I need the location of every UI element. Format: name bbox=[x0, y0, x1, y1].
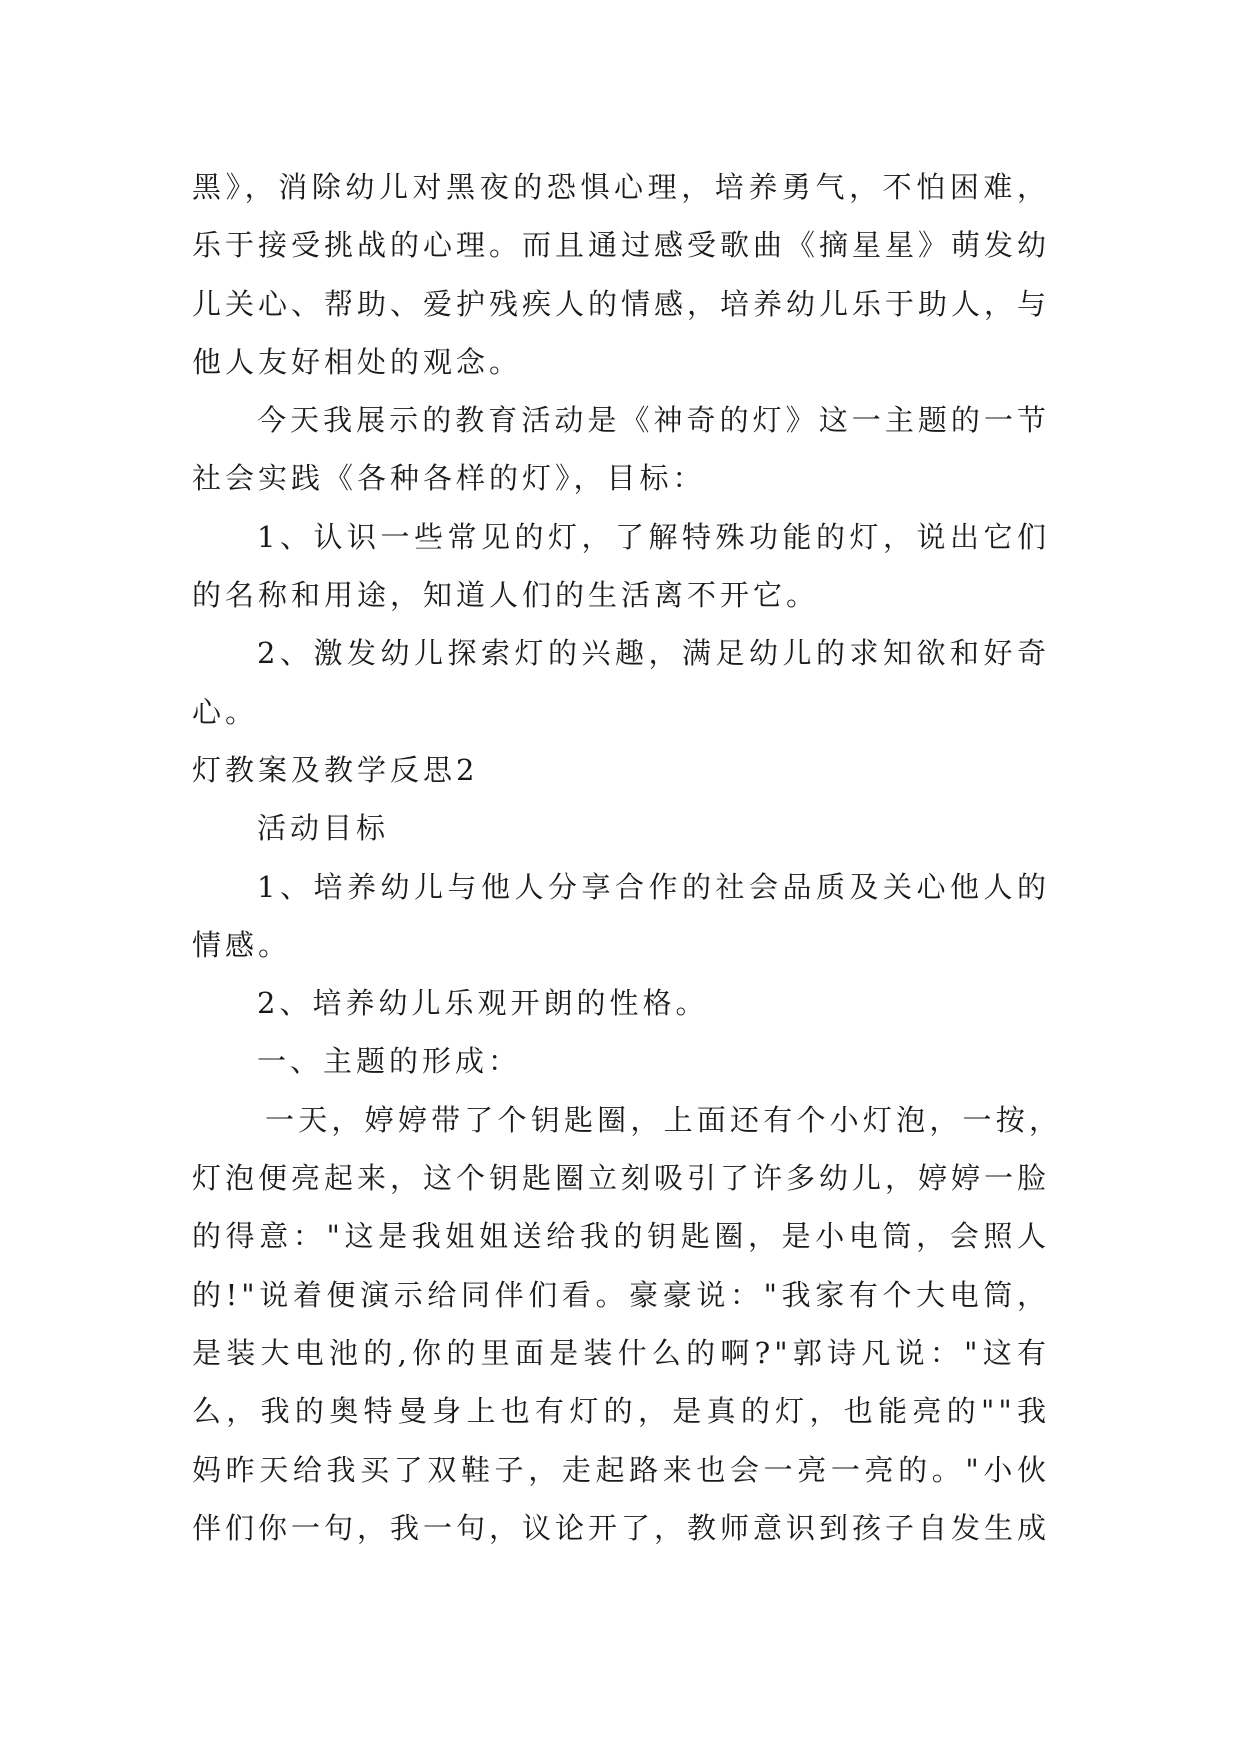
text-line: 2、激发幼儿探索灯的兴趣，满足幼儿的求知欲和好奇 bbox=[257, 636, 1050, 671]
text-line: 今天我展示的教育活动是《神奇的灯》这一主题的一节 bbox=[257, 403, 1050, 438]
text-line: 儿关心、帮助、爱护残疾人的情感，培养幼儿乐于助人，与 bbox=[192, 286, 1050, 321]
section-heading: 灯教案及教学反思2 bbox=[192, 752, 479, 787]
text-line: 2、培养幼儿乐观开朗的性格。 bbox=[257, 986, 709, 1021]
text-line: 社会实践《各种各样的灯》，目标： bbox=[192, 461, 706, 496]
text-line: 1、认识一些常见的灯，了解特殊功能的灯，说出它们 bbox=[257, 519, 1050, 554]
subheading: 活动目标 bbox=[257, 811, 390, 846]
text-line: 伴们你一句，我一句，议论开了，教师意识到孩子自发生成 bbox=[192, 1510, 1050, 1545]
body-text bbox=[192, 158, 1062, 1557]
text-line: 妈昨天给我买了双鞋子，走起路来也会一亮一亮的。"小伙 bbox=[192, 1452, 1050, 1487]
subheading: 一、主题的形成： bbox=[257, 1044, 522, 1079]
text-line: 的!"说着便演示给同伴们看。豪豪说："我家有个大电筒， bbox=[192, 1277, 1050, 1312]
text-line: 心。 bbox=[192, 694, 259, 729]
text-line: 乐于接受挑战的心理。而且通过感受歌曲《摘星星》萌发幼 bbox=[192, 228, 1050, 263]
text-line: 么，我的奥特曼身上也有灯的，是真的灯，也能亮的""我 bbox=[192, 1394, 1050, 1429]
text-line: 是装大电池的,你的里面是装什么的啊?"郭诗凡说："这有 bbox=[192, 1335, 1050, 1370]
text-line: 1、培养幼儿与他人分享合作的社会品质及关心他人的 bbox=[257, 869, 1050, 904]
text-line: 黑》，消除幼儿对黑夜的恐惧心理，培养勇气，不怕困难， bbox=[192, 170, 1050, 204]
text-line: 一天，婷婷带了个钥匙圈，上面还有个小灯泡，一按， bbox=[265, 1102, 1062, 1137]
text-line: 灯泡便亮起来，这个钥匙圈立刻吸引了许多幼儿，婷婷一脸 bbox=[192, 1161, 1050, 1196]
text-line: 他人友好相处的观念。 bbox=[192, 344, 523, 379]
text-line: 的得意："这是我姐姐送给我的钥匙圈，是小电筒，会照人 bbox=[192, 1219, 1050, 1254]
text-line: 的名称和用途，知道人们的生活离不开它。 bbox=[192, 578, 820, 613]
text-line: 情感。 bbox=[192, 927, 292, 962]
